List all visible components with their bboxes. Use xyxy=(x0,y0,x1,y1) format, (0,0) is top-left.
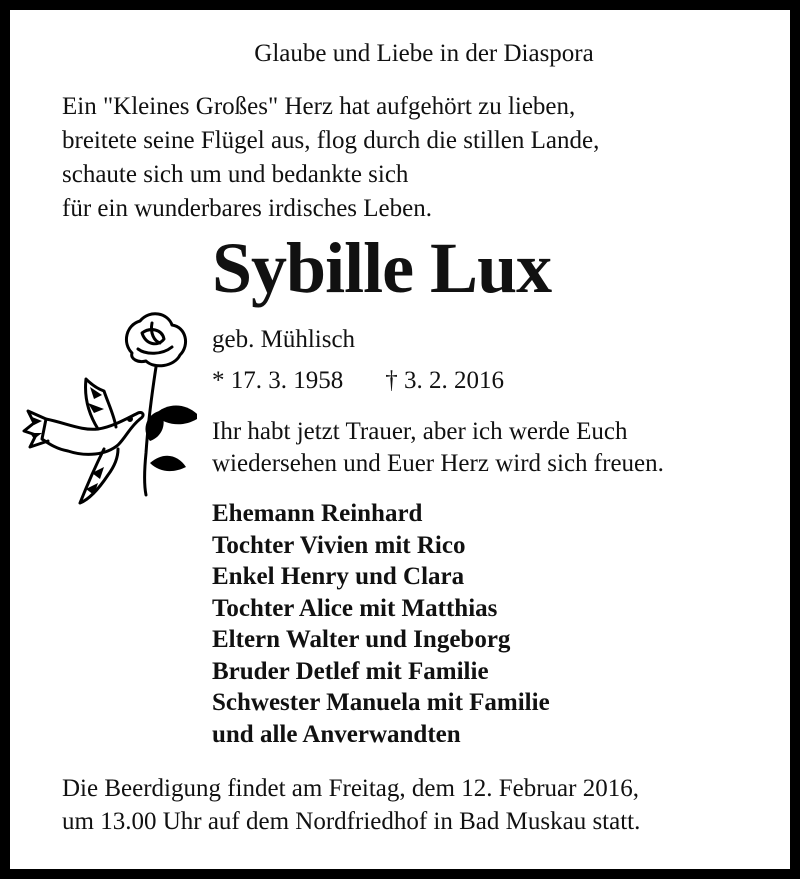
deceased-name: Sybille Lux xyxy=(212,228,552,308)
birth-date: * 17. 3. 1958 xyxy=(212,367,344,394)
quote xyxy=(212,416,664,480)
mourner: Tochter Alice mit Matthias xyxy=(212,594,498,622)
poem-line: Ein "Kleines Großes" Herz hat aufgehört zu lieben, xyxy=(62,93,576,120)
quote-line: Ihr habt jetzt Trauer, aber ich werde Euch xyxy=(212,418,628,445)
obituary-notice xyxy=(10,10,790,869)
mourners-list xyxy=(212,498,550,750)
poem-line: schaute sich um und bedankte sich xyxy=(62,161,409,188)
funeral-line: Die Beerdigung findet am Freitag, dem 12. Februar 2016, xyxy=(62,775,639,802)
life-dates xyxy=(212,367,504,395)
poem-line: breitete seine Flügel aus, flog durch die stillen Lande, xyxy=(62,127,600,154)
mourner: Ehemann Reinhard xyxy=(212,500,423,527)
mourner: Bruder Detlef mit Familie xyxy=(212,657,489,685)
mourner: Schwester Manuela mit Familie xyxy=(212,689,550,716)
quote-line: wiedersehen und Euer Herz wird sich freuen. xyxy=(212,450,664,477)
dove-with-rose-icon xyxy=(22,303,197,515)
mourner: Eltern Walter und Ingeborg xyxy=(212,626,511,653)
mourner: und alle Anverwandten xyxy=(212,720,461,748)
motto: Glaube und Liebe in der Diaspora xyxy=(254,40,594,67)
birth-name: geb. Mühlisch xyxy=(212,326,356,353)
funeral-line: um 13.00 Uhr auf dem Nordfriedhof in Bad Muskau statt. xyxy=(62,808,641,835)
poem xyxy=(62,90,599,226)
mourner: Tochter Vivien mit Rico xyxy=(212,531,466,559)
death-date: † 3. 2. 2016 xyxy=(385,367,504,394)
poem-line: für ein wunderbares irdisches Leben. xyxy=(62,195,432,222)
mourner: Enkel Henry und Clara xyxy=(212,563,465,590)
funeral-info xyxy=(62,772,640,838)
